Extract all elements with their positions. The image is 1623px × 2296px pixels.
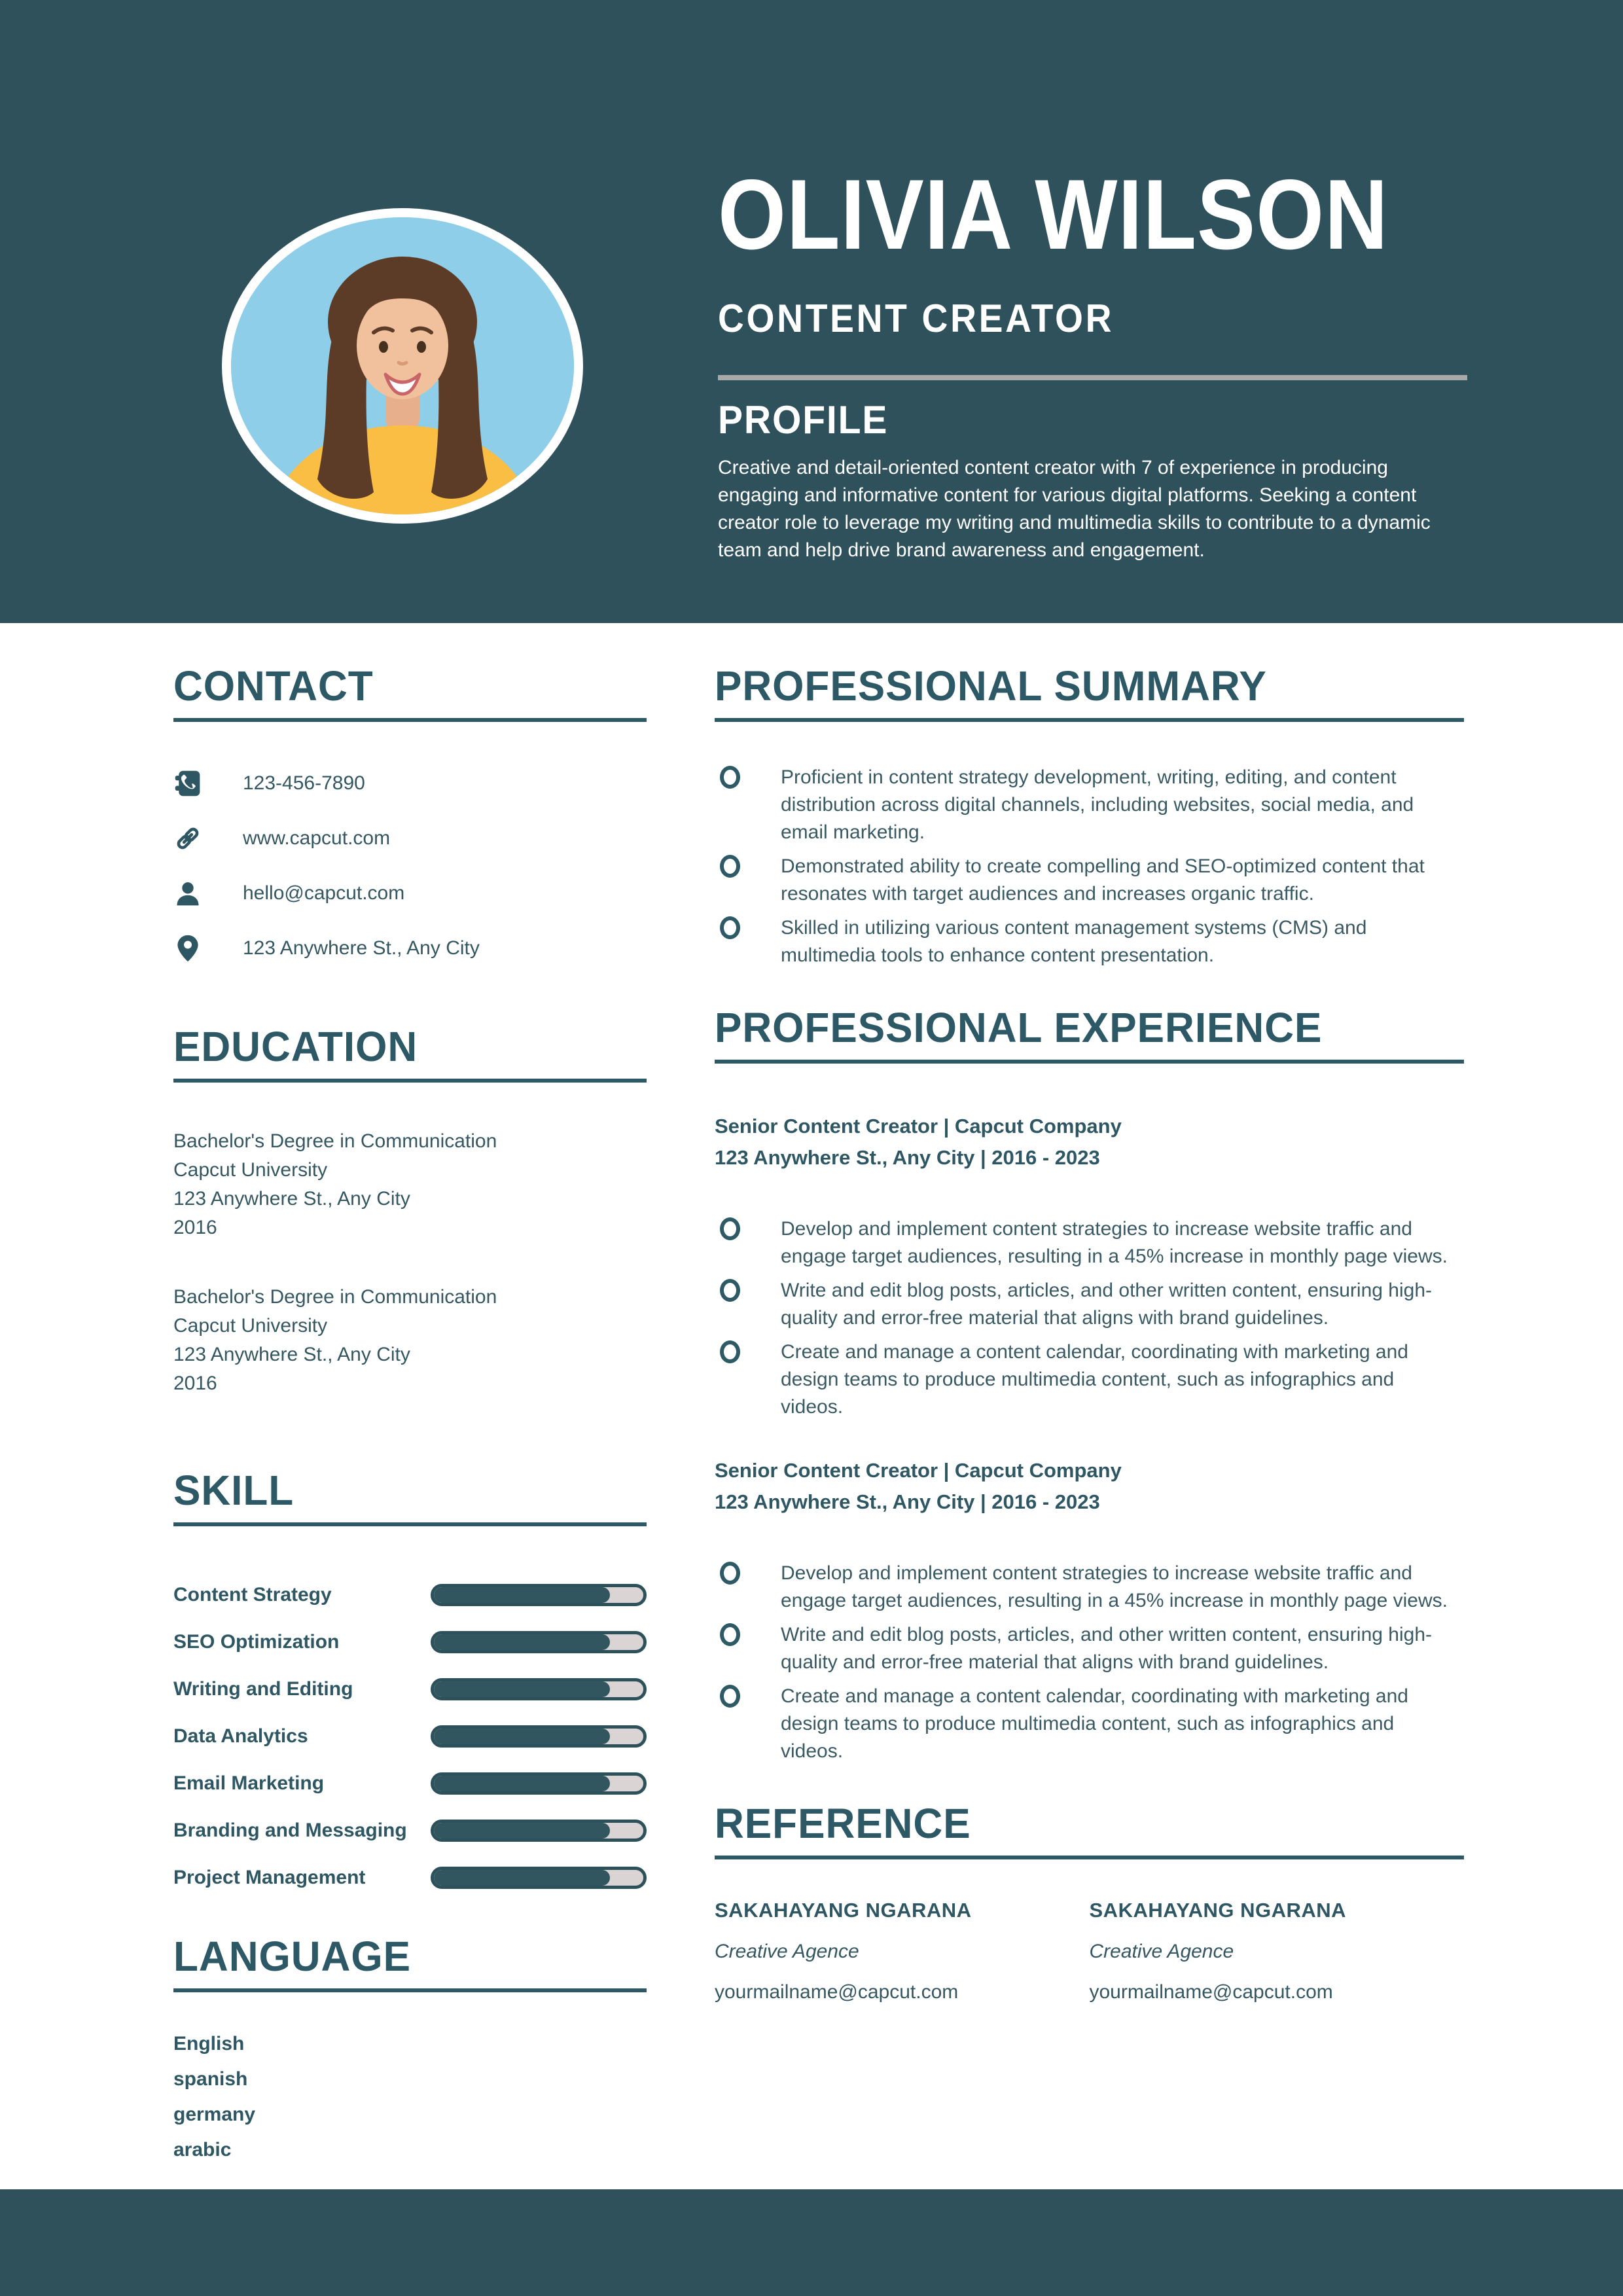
experience-bullet (715, 1277, 1464, 1332)
experience-entry (715, 1111, 1464, 1421)
contact-row-address (173, 934, 647, 963)
phone-value: 123-456-7890 (243, 772, 365, 794)
email-value[interactable]: hello@capcut.com (243, 882, 405, 904)
skill-list (173, 1584, 647, 1889)
skill-row (173, 1678, 647, 1700)
reference-name: SAKAHAYANG NGARANA (1089, 1899, 1347, 1922)
education-heading: EDUCATION (173, 1023, 418, 1070)
section-divider (715, 1060, 1464, 1064)
bullet-text: Develop and implement content strategies to increase website traffic and engage target audiences, resulting in a 45% increase in monthly page views. (781, 1562, 1448, 1611)
person-icon (173, 879, 202, 908)
contact-row-phone (173, 769, 647, 798)
experience-bullet (715, 1338, 1464, 1421)
experience-entry (715, 1455, 1464, 1765)
reference-entry (1090, 1899, 1465, 2003)
bullet-text: Develop and implement content strategies to increase website traffic and engage target audiences, resulting in a 45% increase in monthly page views. (781, 1218, 1448, 1267)
education-school: Capcut University (173, 1159, 328, 1181)
contact-heading: CONTACT (173, 662, 374, 709)
contact-list (173, 769, 647, 963)
language-item: germany (173, 2104, 256, 2125)
circle-bullet-icon (720, 1685, 740, 1708)
header-band (0, 0, 1623, 623)
page-title: OLIVIA WILSON (718, 159, 1389, 270)
bullet-text: Write and edit blog posts, articles, and other written content, ensuring high-quality and error-free material that aligns with brand guidelines. (781, 1280, 1432, 1329)
bullet-text: Write and edit blog posts, articles, and other written content, ensuring high-quality and error-free material that aligns with brand guidelines. (781, 1624, 1432, 1673)
education-address: 123 Anywhere St., Any City (173, 1188, 410, 1210)
section-divider (173, 1988, 647, 1992)
reference-list (715, 1899, 1464, 2003)
profile-photo-image (231, 217, 574, 514)
circle-bullet-icon (720, 855, 740, 878)
reference-email[interactable]: yourmailname@capcut.com (715, 1981, 959, 2003)
section-divider (715, 1856, 1464, 1859)
link-icon (173, 824, 202, 853)
contact-row-email (173, 879, 647, 908)
education-year: 2016 (173, 1372, 217, 1394)
section-divider (173, 1522, 647, 1526)
website-value[interactable]: www.capcut.com (243, 827, 391, 849)
experience-meta: 123 Anywhere St., Any City | 2016 - 2023 (715, 1490, 1100, 1513)
experience-bullet-list (715, 1215, 1464, 1421)
education-entry (173, 1283, 647, 1398)
language-list (173, 2026, 647, 2168)
skill-row (173, 1867, 647, 1889)
skill-row (173, 1584, 647, 1606)
skill-progress-bar (431, 1772, 647, 1795)
skill-section (173, 1469, 647, 1889)
experience-title: Senior Content Creator | Capcut Company (715, 1459, 1122, 1482)
profile-summary-text: Creative and detail-oriented content creator with 7 of experience in producing engaging and informative content for various digital platforms. Seeking a content creator role to leverage my writing and multimedia skills to contribute to a dynamic team and help drive brand awareness and engagement. (718, 457, 1431, 561)
circle-bullet-icon (720, 1623, 740, 1646)
skill-label: Data Analytics (173, 1725, 308, 1747)
skill-label: Branding and Messaging (173, 1820, 407, 1841)
footer-band (0, 2189, 1623, 2296)
experience-title: Senior Content Creator | Capcut Company (715, 1115, 1122, 1138)
skill-label: Content Strategy (173, 1584, 332, 1605)
bullet-text: Create and manage a content calendar, coordinating with marketing and design teams to produce multimedia content, such as infographics and videos. (781, 1685, 1408, 1762)
circle-bullet-icon (720, 916, 740, 939)
education-degree: Bachelor's Degree in Communication (173, 1130, 497, 1152)
bullet-text: Skilled in utilizing various content management systems (CMS) and multimedia tools to enhance content presentation. (781, 917, 1367, 966)
skill-heading: SKILL (173, 1467, 294, 1514)
circle-bullet-icon (720, 1340, 740, 1363)
reference-email[interactable]: yourmailname@capcut.com (1089, 1981, 1333, 2003)
skill-row (173, 1725, 647, 1748)
skill-row (173, 1631, 647, 1653)
professional-experience-section (715, 1006, 1464, 1765)
skill-progress-bar (431, 1867, 647, 1889)
avatar-illustration (231, 217, 574, 514)
circle-bullet-icon (720, 1279, 740, 1302)
skill-progress-fill (434, 1823, 610, 1839)
contact-section (173, 664, 647, 963)
reference-company: Creative Agence (715, 1941, 859, 1962)
header-content (718, 159, 1467, 564)
professional-summary-section (715, 664, 1464, 969)
skill-row (173, 1772, 647, 1795)
left-column (173, 664, 647, 2168)
section-divider (173, 1079, 647, 1083)
contact-row-website (173, 824, 647, 853)
experience-bullet (715, 1215, 1464, 1270)
summary-bullet (715, 764, 1464, 846)
professional-experience-heading: PROFESSIONAL EXPERIENCE (715, 1004, 1323, 1051)
reference-heading: REFERENCE (715, 1800, 971, 1847)
circle-bullet-icon (720, 1217, 740, 1240)
skill-label: Email Marketing (173, 1772, 325, 1794)
reference-section (715, 1802, 1464, 2003)
skill-progress-fill (434, 1870, 610, 1886)
language-heading: LANGUAGE (173, 1933, 411, 1980)
professional-summary-heading: PROFESSIONAL SUMMARY (715, 662, 1267, 709)
skill-progress-fill (434, 1634, 610, 1650)
skill-progress-bar (431, 1820, 647, 1842)
education-year: 2016 (173, 1217, 217, 1238)
circle-bullet-icon (720, 766, 740, 789)
experience-bullet-list (715, 1560, 1464, 1765)
experience-bullet (715, 1560, 1464, 1615)
section-divider (173, 718, 647, 722)
skill-label: Project Management (173, 1867, 366, 1888)
skill-progress-bar (431, 1584, 647, 1606)
experience-meta: 123 Anywhere St., Any City | 2016 - 2023 (715, 1146, 1100, 1169)
education-school: Capcut University (173, 1315, 328, 1336)
header-divider (718, 375, 1467, 380)
reference-name: SAKAHAYANG NGARANA (715, 1899, 972, 1922)
bullet-text: Demonstrated ability to create compelling and SEO-optimized content that resonates with target audiences and increases organic traffic. (781, 855, 1425, 905)
education-degree: Bachelor's Degree in Communication (173, 1286, 497, 1308)
language-item: spanish (173, 2068, 248, 2090)
reference-company: Creative Agence (1089, 1941, 1234, 1962)
profile-heading: PROFILE (718, 398, 889, 442)
skill-progress-fill (434, 1729, 610, 1744)
language-item: English (173, 2033, 245, 2054)
education-entry (173, 1127, 647, 1242)
skill-progress-bar (431, 1725, 647, 1748)
right-column (715, 664, 1464, 2003)
skill-label: SEO Optimization (173, 1631, 340, 1653)
skill-label: Writing and Editing (173, 1678, 353, 1700)
address-value: 123 Anywhere St., Any City (243, 937, 480, 959)
bullet-text: Proficient in content strategy development, writing, editing, and content distribution across digital channels, including websites, social media, and email marketing. (781, 766, 1414, 843)
circle-bullet-icon (720, 1562, 740, 1585)
skill-progress-fill (434, 1776, 610, 1791)
skill-progress-fill (434, 1681, 610, 1697)
skill-progress-bar (431, 1631, 647, 1653)
skill-row (173, 1820, 647, 1842)
experience-bullet (715, 1683, 1464, 1765)
experience-bullet (715, 1621, 1464, 1676)
skill-progress-bar (431, 1678, 647, 1700)
profile-photo (222, 208, 583, 524)
language-section (173, 1935, 647, 2168)
summary-bullet-list (715, 764, 1464, 969)
section-divider (715, 718, 1464, 722)
phone-book-icon (173, 769, 202, 798)
bullet-text: Create and manage a content calendar, coordinating with marketing and design teams to produce multimedia content, such as infographics and videos. (781, 1341, 1408, 1418)
reference-entry (715, 1899, 1090, 2003)
summary-bullet (715, 853, 1464, 908)
education-address: 123 Anywhere St., Any City (173, 1344, 410, 1365)
education-section (173, 1025, 647, 1398)
skill-progress-fill (434, 1587, 610, 1603)
language-item: arabic (173, 2139, 232, 2161)
location-pin-icon (173, 934, 202, 963)
summary-bullet (715, 914, 1464, 969)
job-title: CONTENT CREATOR (718, 296, 1115, 340)
